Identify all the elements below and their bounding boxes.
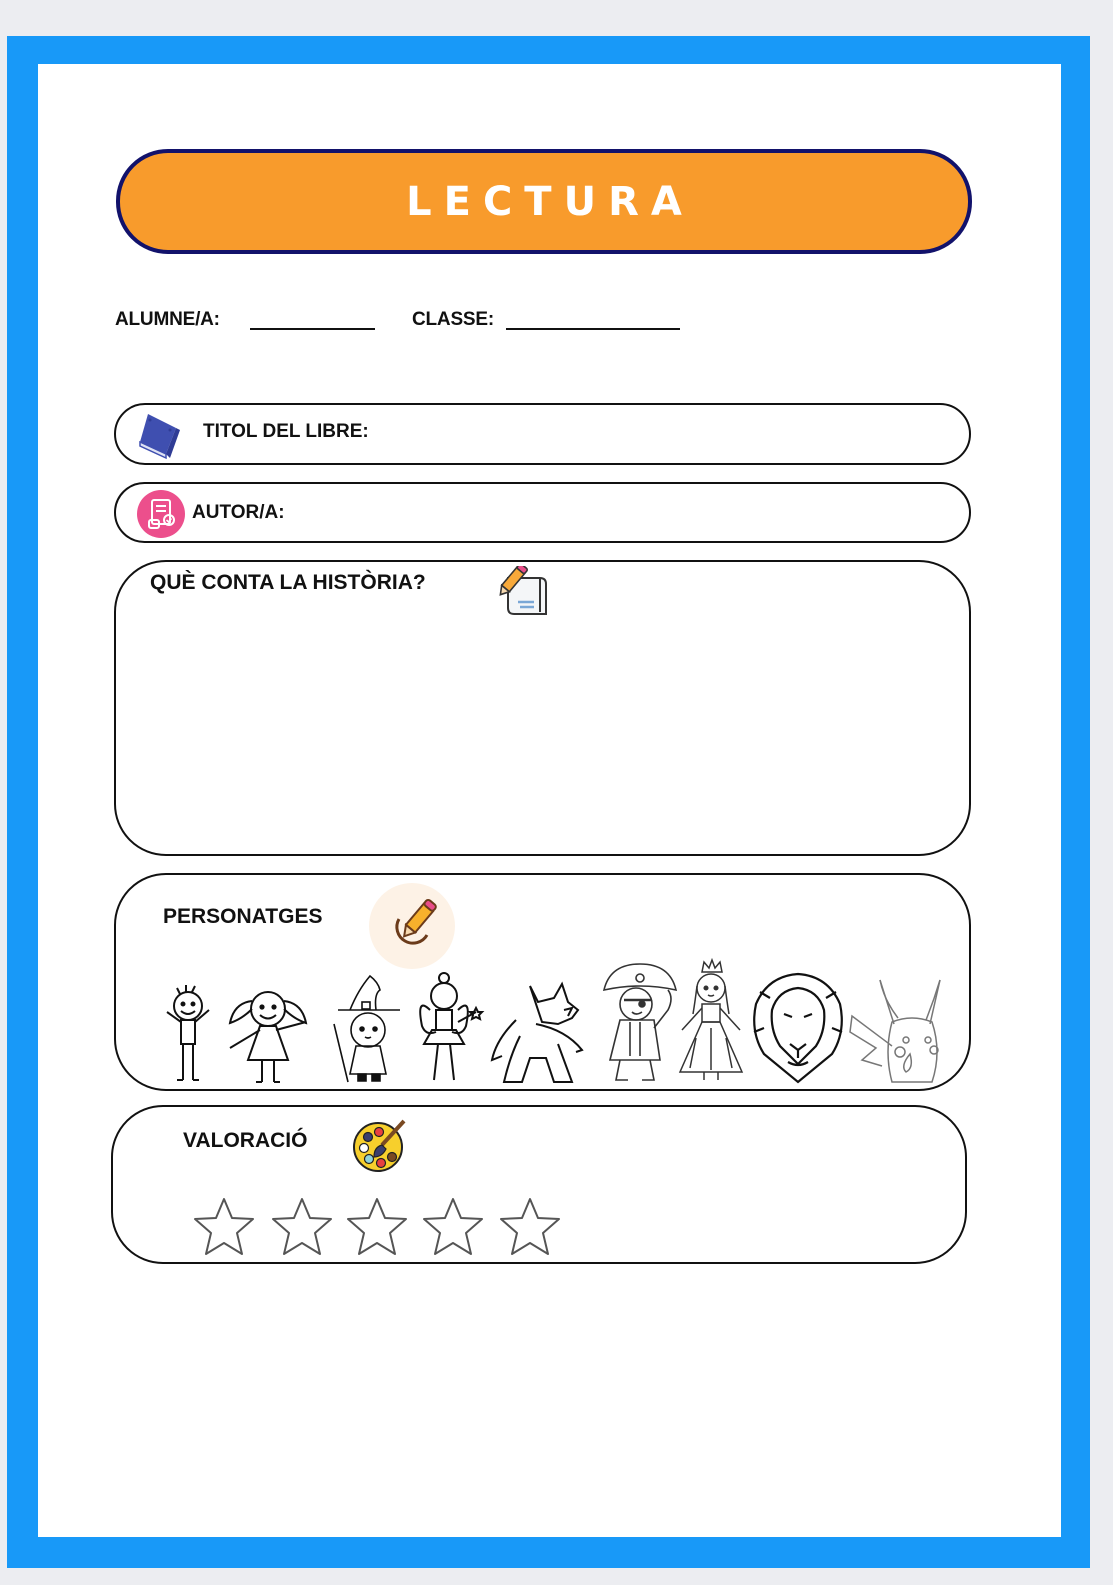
story-summary-label: QUÈ CONTA LA HISTÒRIA? (150, 571, 426, 594)
author-document-icon (137, 490, 185, 538)
paint-palette-icon (352, 1117, 408, 1173)
character-fairy-icon (410, 970, 486, 1088)
book-title-label: TITOL DEL LIBRE: (203, 421, 369, 442)
book-icon (136, 410, 188, 460)
class-label: CLASSE: (412, 309, 494, 330)
title-banner (116, 149, 972, 254)
character-girl-icon (220, 985, 320, 1088)
pencil-circle-icon (369, 883, 455, 969)
author-label: AUTOR/A: (192, 502, 285, 523)
character-pikachu-icon (848, 976, 948, 1088)
rating-star-2[interactable] (270, 1196, 334, 1258)
pencil-paper-icon (496, 566, 550, 618)
rating-label: VALORACIÓ (183, 1129, 308, 1152)
rating-star-1[interactable] (192, 1196, 256, 1258)
character-werewolf-icon (486, 980, 590, 1088)
character-boy-icon (158, 982, 224, 1088)
class-field[interactable] (506, 328, 680, 330)
student-name-field[interactable] (250, 328, 375, 330)
page-title: LECTURA (406, 178, 694, 225)
rating-star-3[interactable] (345, 1196, 409, 1258)
student-name-label: ALUMNE/A: (115, 309, 220, 330)
character-lion-icon (750, 968, 846, 1086)
character-princess-icon (674, 958, 748, 1086)
rating-star-5[interactable] (498, 1196, 562, 1258)
character-witch-icon (320, 974, 410, 1088)
rating-star-4[interactable] (421, 1196, 485, 1258)
character-pirate-icon (596, 960, 684, 1088)
characters-label: PERSONATGES (163, 905, 323, 928)
